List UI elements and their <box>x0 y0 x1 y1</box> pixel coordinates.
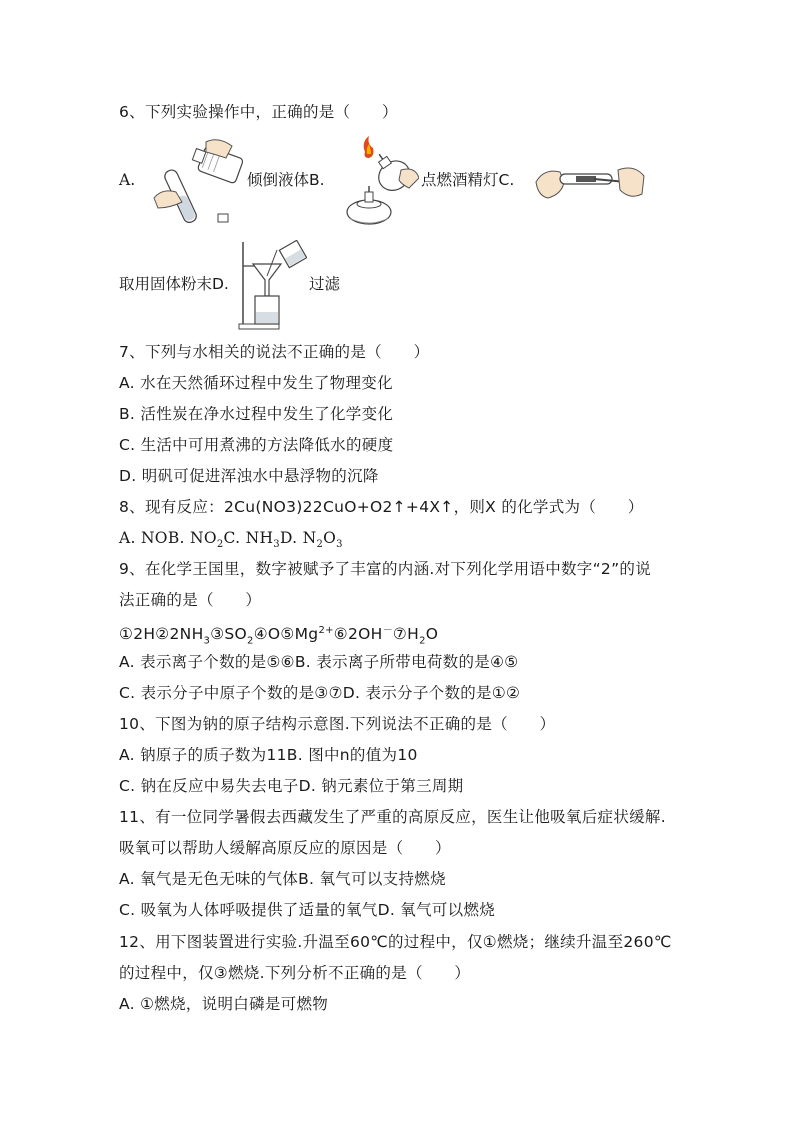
q8-options: A. NOB. $NO_2C$. $NH_3D$. $N_2O_3$ <box>119 529 343 551</box>
q11-stem-line1: 11、有一位同学暑假去西藏发生了严重的高原反应，医生让他吸氧后症状缓解. <box>119 808 666 826</box>
q12-stem-line2: 的过程中，仅③燃烧.下列分析不正确的是（ ） <box>119 964 471 982</box>
q6-stem: 6、下列实验操作中，正确的是（ ） <box>119 103 398 121</box>
q10-options-cd: C. 钠在反应中易失去电子D. 钠元素位于第三周期 <box>119 777 464 795</box>
q7-option-d: D. 明矾可促进浑浊水中悬浮物的沉降 <box>119 467 379 485</box>
solid-powder-image <box>534 160 646 206</box>
q12-option-a: A. ①燃烧，说明白磷是可燃物 <box>119 995 329 1013</box>
q6-b-label: 点燃酒精灯C. <box>421 171 515 189</box>
q11-stem-line2: 吸氧可以帮助人缓解高原反应的原因是（ ） <box>119 839 451 857</box>
q9-options-cd: C. 表示分子中原子个数的是③⑦D. 表示分子个数的是①② <box>119 684 521 702</box>
q10-stem: 10、下图为钠的原子结构示意图.下列说法不正确的是（ ） <box>119 715 556 733</box>
q6-c-label: 取用固体粉末D. <box>119 275 229 293</box>
q7-option-c: C. 生活中可用煮沸的方法降低水的硬度 <box>119 436 394 454</box>
q9-stem-line2: 法正确的是（ ） <box>119 591 262 609</box>
q7-stem: 7、下列与水相关的说法不正确的是（ ） <box>119 343 430 361</box>
pouring-liquid-image <box>146 136 246 228</box>
alcohol-lamp-image <box>335 136 419 228</box>
filtration-image <box>237 240 307 330</box>
q10-options-ab: A. 钠原子的质子数为11B. 图中n的值为10 <box>119 746 418 764</box>
q11-options-cd: C. 吸氧为人体呼吸提供了适量的氧气D. 氧气可以燃烧 <box>119 901 496 919</box>
q6-a-label: 倾倒液体B. <box>247 171 325 189</box>
q9-options-ab: A. 表示离子个数的是⑤⑥B. 表示离子所带电荷数的是④⑤ <box>119 653 519 671</box>
q7-option-a: A. 水在天然循环过程中发生了物理变化 <box>119 374 393 392</box>
q8-stem: 8、现有反应：2Cu(NO3)22CuO+O2↑+4X↑，则X 的化学式为（ ） <box>119 498 644 516</box>
q11-options-ab: A. 氧气是无色无味的气体B. 氧气可以支持燃烧 <box>119 870 446 888</box>
q6-d-label: 过滤 <box>309 275 341 293</box>
q7-option-b: B. 活性炭在净水过程中发生了化学变化 <box>119 405 394 423</box>
q6-a-prefix: A. <box>119 171 136 189</box>
q9-formulas: $①2H②2NH_3③SO_2④O⑤Mg^{2+}⑥2OH^-⑦H_2O$ <box>119 625 439 647</box>
q12-stem-line1: 12、用下图装置进行实验.升温至60℃的过程中，仅①燃烧；继续升温至260℃ <box>119 933 672 951</box>
q9-stem-line1: 9、在化学王国里，数字被赋予了丰富的内涵.对下列化学用语中数字“2”的说 <box>119 560 652 578</box>
